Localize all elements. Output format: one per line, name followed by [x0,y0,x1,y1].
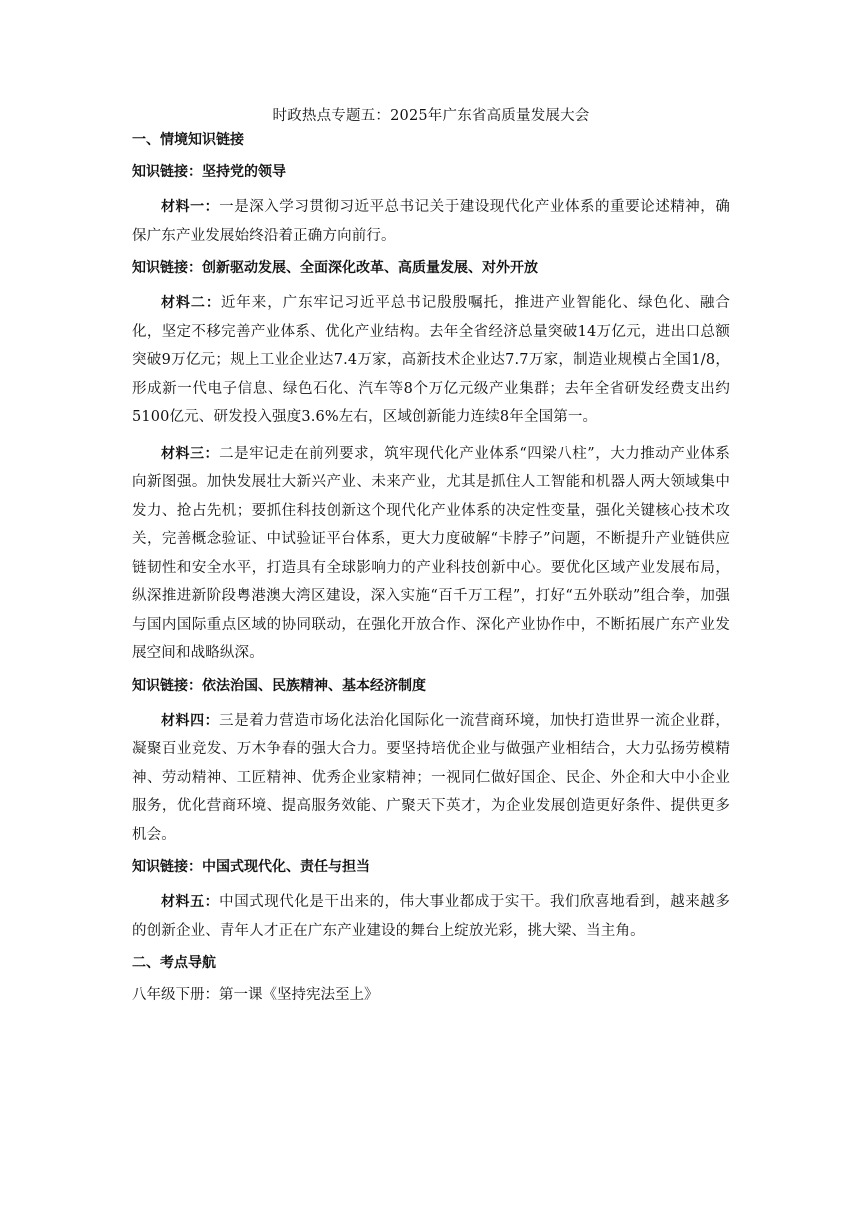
section-heading-exam-points: 二、考点导航 [132,955,216,971]
material-text: 近年来，广东牢记习近平总书记殷殷嘱托，推进产业智能化、绿色化、融合化，坚定不移完善产业体系、优化产业结构。去年全省经济总量突破14万亿元，进出口总额突破9万亿元；规上工业企业达7.4万家，高新技术企业达7.7万家，制造业规模占全国1/8，形成新一代电子信息、绿色石化、汽车等8个万亿元级产业集群；去年全省研发经费支出约5100亿元、研发投入强度3.6%左右，区域创新能力连续8年全国第一。 [132,295,730,425]
material-paragraph [132,707,730,850]
material-text: 中国式现代化是干出来的，伟大事业都成于实干。我们欣喜地看到，越来越多的创新企业、青年人才正在广东产业建设的舞台上绽放光彩，挑大梁、当主角。 [132,894,730,939]
material-label: 材料四： [161,712,220,729]
material-label: 材料三： [161,445,220,462]
material-text: 二是牢记走在前列要求，筑牢现代化产业体系“四梁八柱”，大力推动产业体系向新图强。加快发展壮大新兴产业、未来产业，尤其是抓住人工智能和机器人两大领域集中发力、抢占先机；要抓住科技创新这个现代化产业体系的决定性变量，强化关键核心技术攻关，完善概念验证、中试验证平台体系，更大力度破解“卡脖子”问题，不断提升产业链供应链韧性和安全水平，打造具有全球影响力的产业科技创新中心。要优化区域产业发展布局，纵深推进新阶段粤港澳大湾区建设，深入实施“百千万工程”，打好“五外联动”组合拳，加强与国内国际重点区域的协同联动，在强化开放合作、深化产业协作中，不断拓展广东产业发展空间和战略纵深。 [132,445,730,661]
knowledge-link-heading: 知识链接：创新驱动发展、全面深化改革、高质量发展、对外开放 [132,260,538,276]
material-label: 材料五： [161,894,220,910]
exam-point-line: 八年级下册：第一课《坚持宪法至上》 [132,987,379,1003]
knowledge-link-heading: 知识链接：中国式现代化、责任与担当 [132,859,370,875]
knowledge-link-heading: 知识链接：坚持党的领导 [132,164,286,180]
material-label: 材料一： [161,199,220,215]
material-label: 材料二： [161,295,221,311]
document-page [132,100,730,1005]
material-paragraph [132,289,730,432]
knowledge-link-heading: 知识链接：依法治国、民族精神、基本经济制度 [132,677,426,694]
section-heading-context: 一、情境知识链接 [132,132,244,148]
material-paragraph [132,888,730,945]
document-title: 时政热点专题五：2025年广东省高质量发展大会 [272,108,590,124]
material-paragraph [132,440,730,668]
material-text: 一是深入学习贯彻习近平总书记关于建设现代化产业体系的重要论述精神，确保广东产业发展始终沿着正确方向前行。 [132,199,730,244]
material-paragraph [132,193,730,250]
material-text: 三是着力营造市场化法治化国际化一流营商环境，加快打造世界一流企业群，凝聚百业竞发、万木争春的强大合力。要坚持培优企业与做强产业相结合，大力弘扬劳模精神、劳动精神、工匠精神、优秀企业家精神；一视同仁做好国企、民企、外企和大中小企业服务，优化营商环境、提高服务效能、广聚天下英才，为企业发展创造更好条件、提供更多机会。 [132,712,730,843]
